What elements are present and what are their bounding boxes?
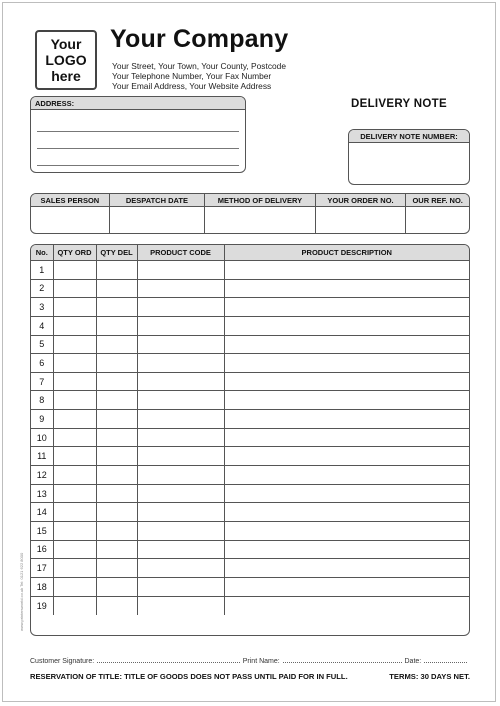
column-header-qty-ord: QTY ORD: [53, 245, 96, 261]
payment-terms: TERMS: 30 DAYS NET.: [389, 672, 470, 681]
qty-ord-cell[interactable]: [53, 372, 96, 391]
logo-line-1: Your: [50, 36, 82, 52]
product-code-cell[interactable]: [137, 577, 224, 596]
qty-del-cell[interactable]: [96, 596, 137, 615]
product-code-cell[interactable]: [137, 559, 224, 578]
product-description-cell[interactable]: [224, 596, 469, 615]
product-description-cell[interactable]: [224, 410, 469, 429]
row-number: 5: [31, 335, 53, 354]
product-code-cell[interactable]: [137, 335, 224, 354]
table-row: [31, 447, 469, 466]
delivery-note-sheet: [2, 2, 496, 702]
terms-line: [30, 672, 470, 681]
qty-ord-cell[interactable]: [53, 298, 96, 317]
table-row: [31, 316, 469, 335]
qty-ord-cell[interactable]: [53, 391, 96, 410]
qty-ord-cell[interactable]: [53, 559, 96, 578]
row-number: 1: [31, 261, 53, 280]
row-number: 2: [31, 279, 53, 298]
qty-del-cell[interactable]: [96, 354, 137, 373]
company-address-line: Your Street, Your Town, Your County, Postcode: [112, 61, 286, 71]
row-number: 6: [31, 354, 53, 373]
product-code-cell[interactable]: [137, 521, 224, 540]
table-row: [31, 540, 469, 559]
row-number: 18: [31, 577, 53, 596]
qty-del-cell[interactable]: [96, 466, 137, 485]
order-details-table: [30, 193, 470, 234]
table-row: [31, 484, 469, 503]
delivery-note-number-box[interactable]: [348, 129, 470, 185]
qty-del-cell[interactable]: [96, 484, 137, 503]
table-row: [31, 428, 469, 447]
address-line: [37, 131, 239, 132]
qty-ord-cell[interactable]: [53, 316, 96, 335]
method-of-delivery-field[interactable]: [205, 194, 316, 233]
qty-ord-cell[interactable]: [53, 261, 96, 280]
your-order-no-field[interactable]: [316, 194, 407, 233]
qty-del-cell[interactable]: [96, 261, 137, 280]
product-code-cell[interactable]: [137, 354, 224, 373]
product-description-cell[interactable]: [224, 298, 469, 317]
qty-del-cell[interactable]: [96, 372, 137, 391]
qty-del-cell[interactable]: [96, 521, 137, 540]
product-code-cell[interactable]: [137, 316, 224, 335]
product-code-cell[interactable]: [137, 503, 224, 522]
product-code-cell[interactable]: [137, 410, 224, 429]
product-description-cell[interactable]: [224, 484, 469, 503]
address-label: ADDRESS:: [31, 97, 245, 110]
product-description-cell[interactable]: [224, 261, 469, 280]
product-description-cell[interactable]: [224, 335, 469, 354]
product-description-cell[interactable]: [224, 447, 469, 466]
sales-person-header: SALES PERSON: [31, 194, 109, 207]
row-number: 7: [31, 372, 53, 391]
qty-del-cell[interactable]: [96, 316, 137, 335]
qty-ord-cell[interactable]: [53, 503, 96, 522]
logo-line-3: here: [51, 68, 81, 84]
product-description-cell[interactable]: [224, 559, 469, 578]
address-line: [37, 165, 239, 166]
row-number: 16: [31, 540, 53, 559]
company-address: [112, 61, 286, 91]
qty-ord-cell[interactable]: [53, 540, 96, 559]
product-code-cell[interactable]: [137, 466, 224, 485]
product-description-cell[interactable]: [224, 503, 469, 522]
date-field[interactable]: [424, 658, 467, 663]
table-row: [31, 335, 469, 354]
product-code-cell[interactable]: [137, 391, 224, 410]
table-row: [31, 521, 469, 540]
customer-signature-label: Customer Signature:: [30, 658, 95, 665]
product-code-cell[interactable]: [137, 428, 224, 447]
row-number: 3: [31, 298, 53, 317]
product-description-cell[interactable]: [224, 521, 469, 540]
product-description-cell[interactable]: [224, 316, 469, 335]
row-number: 13: [31, 484, 53, 503]
table-row: [31, 261, 469, 280]
product-description-cell[interactable]: [224, 428, 469, 447]
qty-ord-cell[interactable]: [53, 466, 96, 485]
product-description-cell[interactable]: [224, 466, 469, 485]
product-code-cell[interactable]: [137, 596, 224, 615]
company-address-line: Your Telephone Number, Your Fax Number: [112, 71, 272, 81]
row-number: 11: [31, 447, 53, 466]
signature-line: [30, 658, 470, 665]
product-code-cell[interactable]: [137, 279, 224, 298]
qty-del-cell[interactable]: [96, 410, 137, 429]
table-row: [31, 279, 469, 298]
table-row: [31, 410, 469, 429]
company-name: Your Company: [110, 25, 289, 53]
qty-ord-cell[interactable]: [53, 484, 96, 503]
row-number: 12: [31, 466, 53, 485]
company-address-line: Your Email Address, Your Website Address: [112, 81, 272, 91]
our-ref-no-header: OUR REF. NO.: [406, 194, 469, 207]
logo-line-2: LOGO: [45, 52, 87, 68]
items-table-header-row: [31, 245, 469, 261]
column-header-product-code: PRODUCT CODE: [137, 245, 224, 261]
table-row: [31, 503, 469, 522]
qty-ord-cell[interactable]: [53, 354, 96, 373]
customer-signature-field[interactable]: [97, 658, 240, 663]
table-row: [31, 372, 469, 391]
qty-del-cell[interactable]: [96, 428, 137, 447]
sales-person-field[interactable]: [31, 194, 110, 233]
items-table: [30, 244, 470, 636]
qty-del-cell[interactable]: [96, 559, 137, 578]
product-code-cell[interactable]: [137, 484, 224, 503]
address-line: [37, 148, 239, 149]
qty-del-cell[interactable]: [96, 391, 137, 410]
print-name-label: Print Name:: [242, 658, 280, 665]
your-order-no-header: YOUR ORDER NO.: [316, 194, 406, 207]
product-description-cell[interactable]: [224, 577, 469, 596]
product-code-cell[interactable]: [137, 540, 224, 559]
qty-ord-cell[interactable]: [53, 428, 96, 447]
table-row: [31, 391, 469, 410]
row-number: 15: [31, 521, 53, 540]
reservation-of-title: RESERVATION OF TITLE: TITLE OF GOODS DOES NOT PASS UNTIL PAID FOR IN FULL.: [30, 672, 348, 681]
qty-del-cell[interactable]: [96, 540, 137, 559]
product-code-cell[interactable]: [137, 261, 224, 280]
delivery-note-number-label: DELIVERY NOTE NUMBER:: [349, 130, 469, 143]
product-code-cell[interactable]: [137, 372, 224, 391]
qty-del-cell[interactable]: [96, 335, 137, 354]
print-name-field[interactable]: [283, 658, 402, 663]
product-description-cell[interactable]: [224, 391, 469, 410]
table-row: [31, 298, 469, 317]
qty-ord-cell[interactable]: [53, 279, 96, 298]
row-number: 14: [31, 503, 53, 522]
logo-placeholder: [35, 30, 97, 90]
row-number: 19: [31, 596, 53, 615]
despatch-date-field[interactable]: [110, 194, 206, 233]
product-description-cell[interactable]: [224, 279, 469, 298]
printer-imprint: www.printersworld.co.uk Tel: 0121 622 8000: [19, 552, 24, 631]
qty-del-cell[interactable]: [96, 298, 137, 317]
product-code-cell[interactable]: [137, 298, 224, 317]
qty-del-cell[interactable]: [96, 447, 137, 466]
table-row: [31, 559, 469, 578]
row-number: 17: [31, 559, 53, 578]
column-header-product-description: PRODUCT DESCRIPTION: [224, 245, 469, 261]
table-row: [31, 466, 469, 485]
qty-ord-cell[interactable]: [53, 577, 96, 596]
product-code-cell[interactable]: [137, 447, 224, 466]
qty-ord-cell[interactable]: [53, 596, 96, 615]
row-number: 10: [31, 428, 53, 447]
document-title: DELIVERY NOTE: [351, 98, 447, 110]
column-header-no: No.: [31, 245, 53, 261]
qty-ord-cell[interactable]: [53, 447, 96, 466]
qty-del-cell[interactable]: [96, 279, 137, 298]
qty-ord-cell[interactable]: [53, 410, 96, 429]
table-row: [31, 596, 469, 615]
table-row: [31, 354, 469, 373]
column-header-qty-del: QTY DEL: [96, 245, 137, 261]
qty-del-cell[interactable]: [96, 503, 137, 522]
product-description-cell[interactable]: [224, 540, 469, 559]
qty-ord-cell[interactable]: [53, 335, 96, 354]
despatch-date-header: DESPATCH DATE: [110, 194, 205, 207]
table-row: [31, 577, 469, 596]
row-number: 4: [31, 316, 53, 335]
row-number: 9: [31, 410, 53, 429]
date-label: Date:: [404, 658, 422, 665]
qty-ord-cell[interactable]: [53, 521, 96, 540]
method-of-delivery-header: METHOD OF DELIVERY: [205, 194, 315, 207]
row-number: 8: [31, 391, 53, 410]
product-description-cell[interactable]: [224, 372, 469, 391]
our-ref-no-field[interactable]: [406, 194, 469, 233]
product-description-cell[interactable]: [224, 354, 469, 373]
qty-del-cell[interactable]: [96, 577, 137, 596]
address-box[interactable]: [30, 96, 246, 173]
